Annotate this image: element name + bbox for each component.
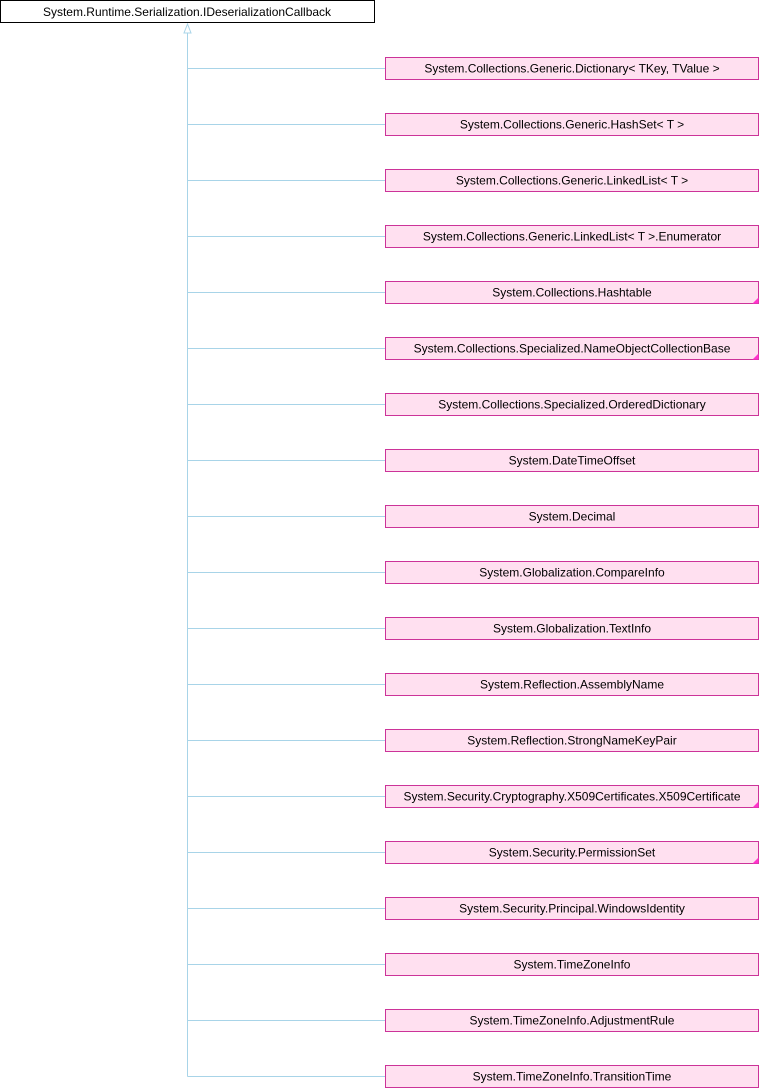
child-node[interactable] [386,954,759,976]
child-node[interactable] [386,226,759,248]
child-label: System.TimeZoneInfo.TransitionTime [472,1069,672,1084]
child-label: System.Globalization.TextInfo [492,621,652,636]
child-label: System.Reflection.StrongNameKeyPair [467,733,677,748]
child-node[interactable] [386,114,759,136]
child-node[interactable] [386,842,759,864]
child-node[interactable] [386,730,759,752]
child-label: System.Collections.Hashtable [492,285,652,300]
child-label: System.TimeZoneInfo [513,957,631,972]
child-node[interactable] [386,58,759,80]
child-node[interactable] [386,170,759,192]
child-label: System.Collections.Generic.LinkedList< T >.Enumerator [422,229,722,244]
child-node[interactable] [386,338,759,360]
child-node[interactable] [386,618,759,640]
child-label: System.Collections.Generic.LinkedList< T > [455,173,689,188]
child-label: System.Security.Principal.WindowsIdentity [459,901,685,916]
child-node[interactable] [386,1010,759,1032]
edges [184,24,386,1077]
child-label: System.DateTimeOffset [508,453,636,468]
child-node[interactable] [386,450,759,472]
child-nodes [386,58,759,1088]
child-label: System.Collections.Specialized.NameObjectCollectionBase [413,341,731,356]
child-label: System.Globalization.CompareInfo [479,565,665,580]
child-label: System.Collections.Specialized.OrderedDictionary [438,397,706,412]
child-label: System.Collections.Generic.Dictionary< TKey, TValue > [424,61,720,76]
child-node[interactable] [386,898,759,920]
child-label: System.Security.Cryptography.X509Certificates.X509Certificate [403,789,741,804]
child-label: System.Security.PermissionSet [488,845,656,860]
child-label: System.Reflection.AssemblyName [479,677,665,692]
child-label: System.TimeZoneInfo.AdjustmentRule [469,1013,675,1028]
child-node[interactable] [386,562,759,584]
child-label: System.Collections.Generic.HashSet< T > [459,117,685,132]
child-node[interactable] [386,1066,759,1088]
child-label: System.Decimal [528,509,616,524]
child-node[interactable] [386,786,759,808]
child-node[interactable] [386,674,759,696]
child-node[interactable] [386,282,759,304]
child-node[interactable] [386,394,759,416]
inheritance-arrowhead [184,24,191,33]
root-label: System.Runtime.Serialization.IDeserializationCallback [42,5,332,19]
root-node[interactable] [1,1,375,23]
child-node[interactable] [386,506,759,528]
